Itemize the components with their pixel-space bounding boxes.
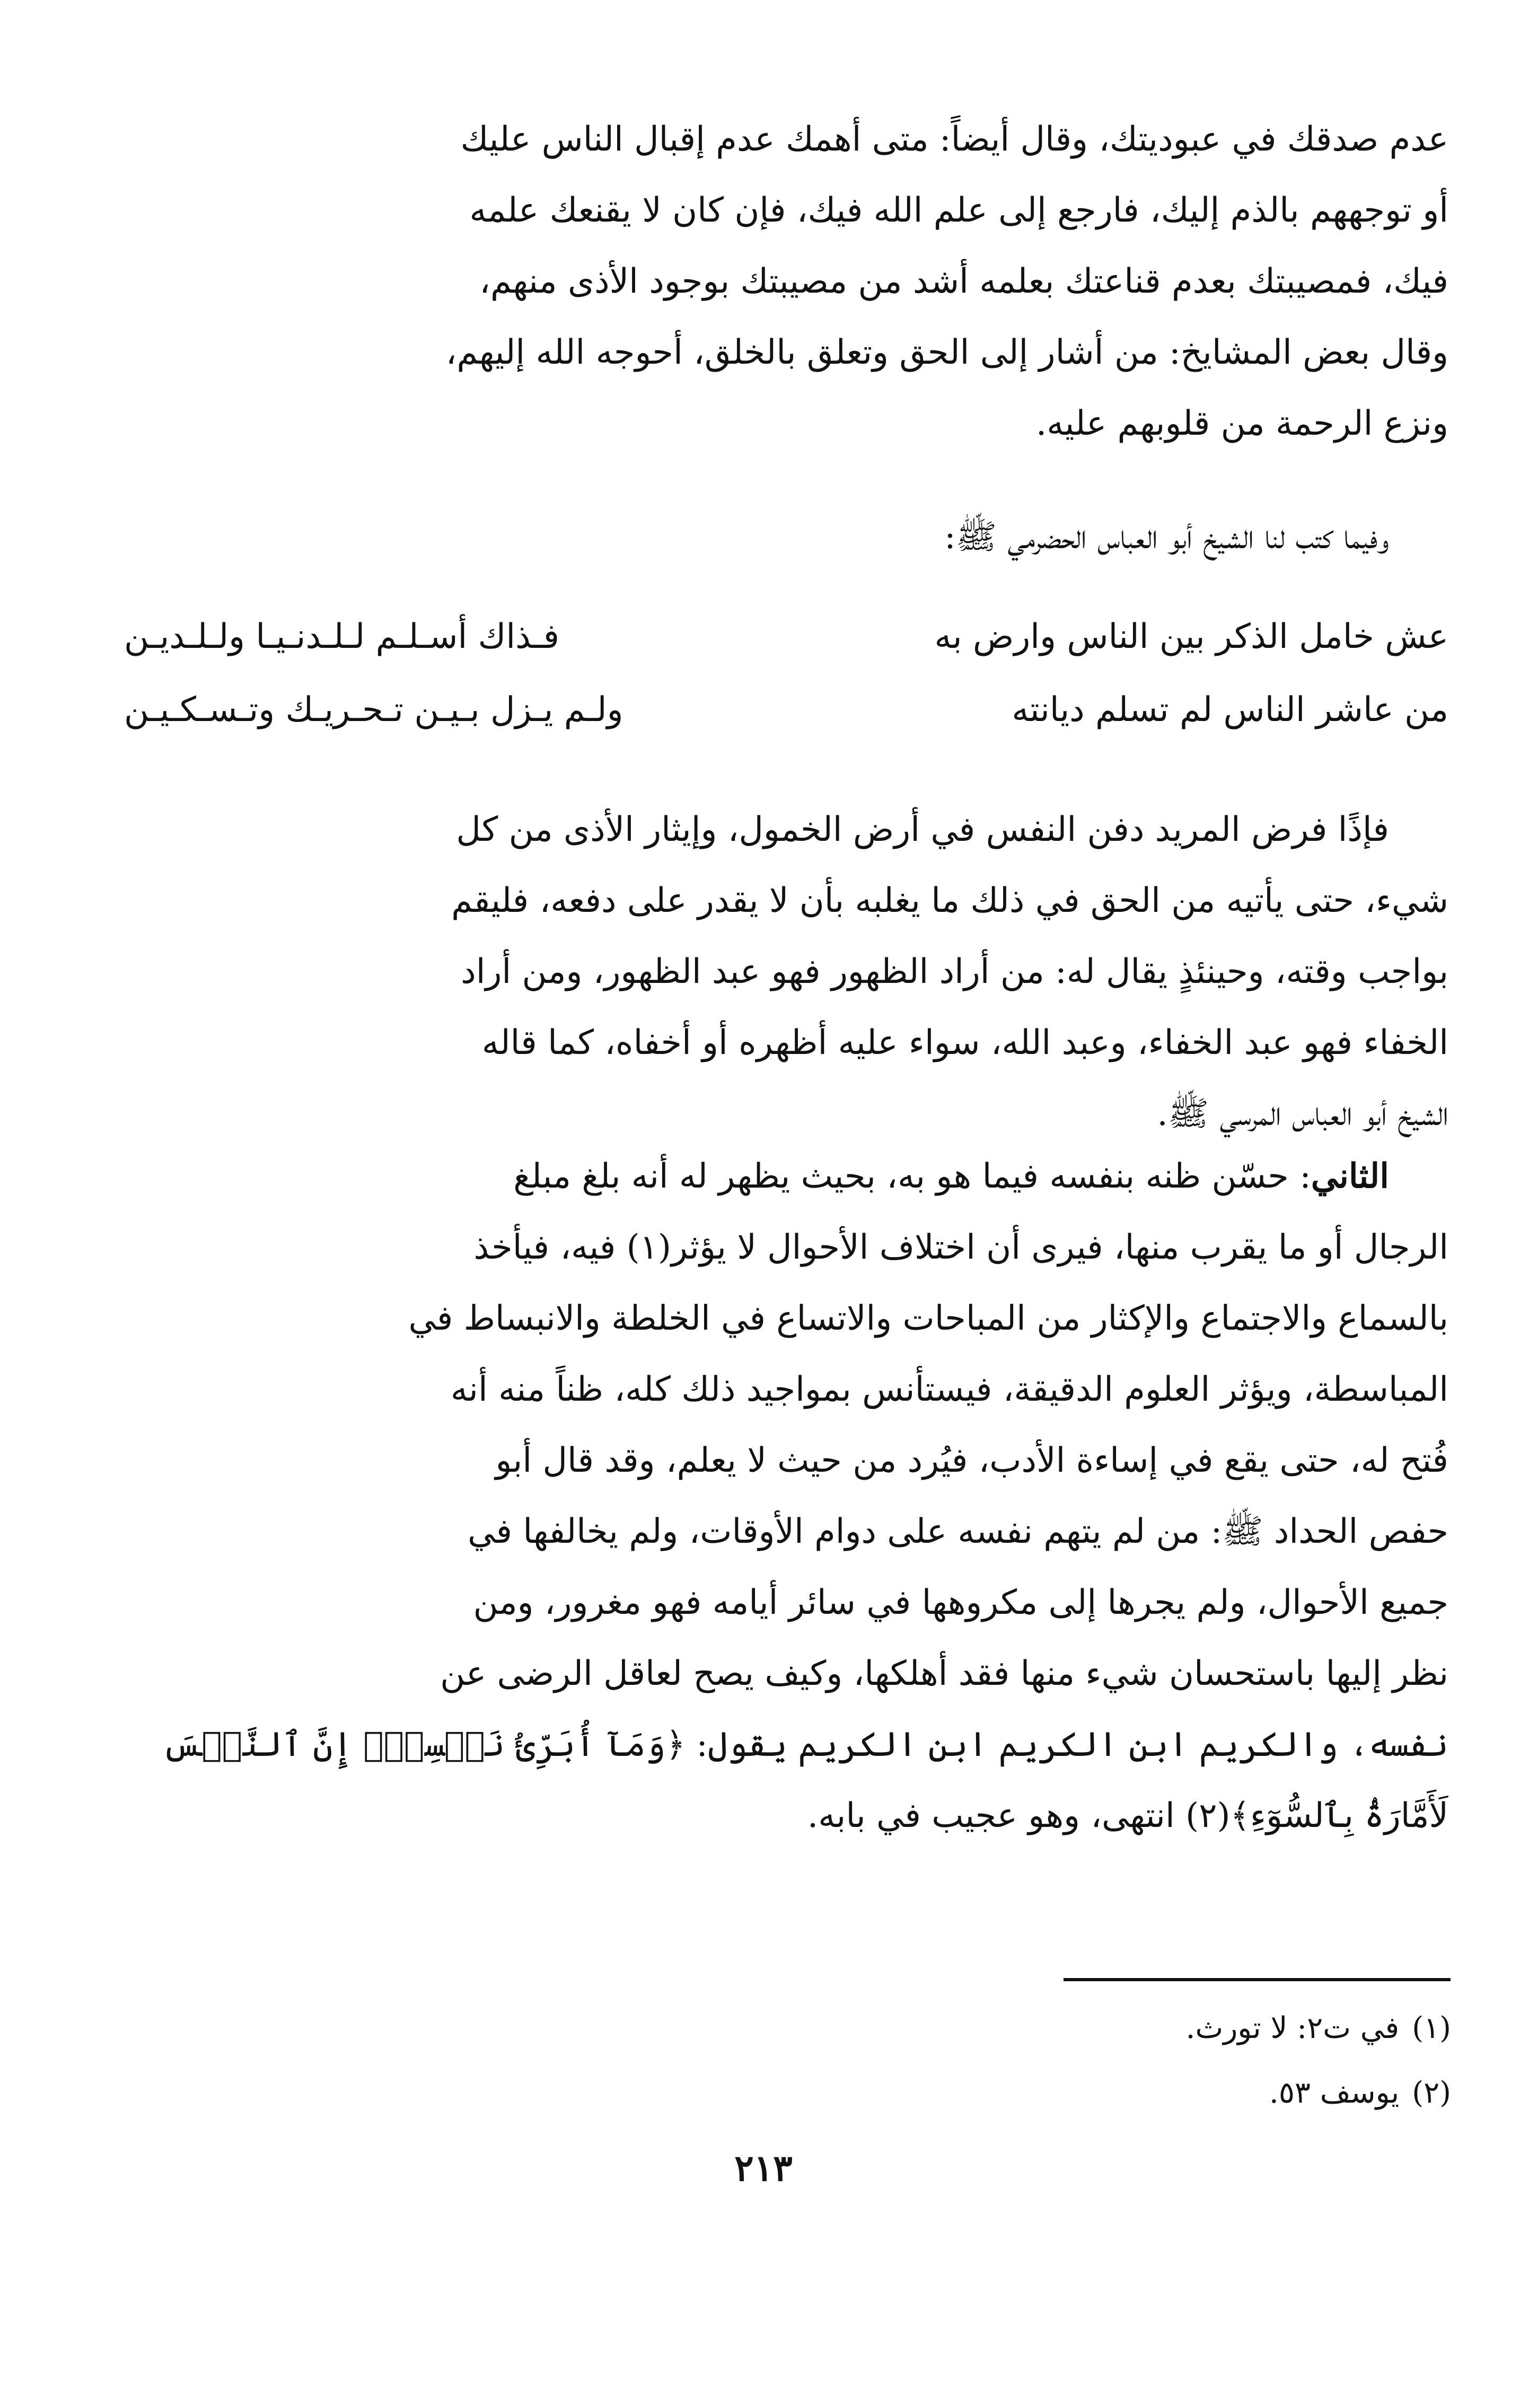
text-line (124, 1141, 1448, 1212)
verse-second-hemistich: فـذاك أسـلـم لـلـدنـيـا ولـلـديـن (124, 617, 560, 656)
text-fragment: : حسّن ظنه بنفسه فيما هو به، بحيث يظهر له أنه بلغ مبلغ (513, 1157, 1311, 1196)
text-line: وفيما كتب لنا الشيخ أبو العباس الحضرمي ﷺ: (944, 517, 1389, 557)
footnote-1 (127, 2002, 1451, 2055)
footnote-text: يوسف ٥٣. (1269, 2076, 1400, 2110)
text-line: الرجال أو ما يقرب منها، فيرى أن اختلاف الأحوال لا يؤثر(١) فيه، فيأخذ (473, 1228, 1448, 1267)
footnote-number: (٢) (1412, 2076, 1451, 2110)
footnote-2 (127, 2067, 1451, 2120)
text-line: حفص الحداد ﷺ: من لم يتهم نفسه على دوام الأوقات، ولم يخالفها في (468, 1512, 1448, 1551)
text-line: نفسه، والكريم ابن الكريم ابن الكريم يقول: ﴿وَمَآ أُبَرِّئُ نَفۡسِيٓۚ إِنَّ ٱلنَّفۡسَ (162, 1725, 1448, 1764)
text-line: فيك، فمصيبتك بعدم قناعتك بعلمه أشد من مصيبتك بوجود الأذى منهم، (479, 262, 1448, 301)
text-line: بواجب وقته، وحينئذٍ يقال له: من أراد الظهور فهو عبد الظهور، ومن أراد (461, 952, 1448, 991)
text-line: جميع الأحوال، ولم يجرها إلى مكروهها في سائر أيامه فهو مغرور، ومن (473, 1583, 1448, 1622)
text-line: الشيخ أبو العباس المرسي ﷺ. (1157, 1094, 1448, 1133)
footnote-separator (1064, 1978, 1451, 1981)
text-line: الخفاء فهو عبد الخفاء، وعبد الله، سواء عليه أظهره أو أخفاه، كما قاله (481, 1023, 1448, 1062)
text-line: عدم صدقك في عبوديتك، وقال أيضاً: متى أهمك عدم إقبال الناس عليك (460, 120, 1448, 159)
verse-first-hemistich: عش خامل الذكر بين الناس وارض به (934, 617, 1448, 656)
footnote-text: في ت٢: لا تورث. (1185, 2011, 1400, 2045)
paragraph-khumul (124, 794, 1448, 1149)
footnote-number: (١) (1412, 2011, 1451, 2045)
poem-verse-2 (124, 674, 1448, 745)
text-line: وقال بعض المشايخ: من أشار إلى الحق وتعلق بالخلق، أحوجه الله إليهم، (445, 333, 1448, 372)
verse-second-hemistich: ولـم يـزل بـيـن تـحـريـك وتـسـكـيـن (124, 690, 623, 730)
verse-first-hemistich: من عاشر الناس لم تسلم ديانته (1012, 690, 1448, 730)
section-keyword: الثاني (1311, 1156, 1389, 1196)
text-line: لَأَمَّارَةُۢ بِٱلسُّوٓءِ﴾(٢) انتهى، وهو عجيب في بابه. (807, 1796, 1448, 1835)
text-line: فُتح له، حتى يقع في إساءة الأدب، فيُرد من حيث لا يعلم، وقد قال أبو (495, 1441, 1448, 1480)
text-line: المباسطة، ويؤثر العلوم الدقيقة، فيستأنس بمواجيد ذلك كله، ظناً منه أنه (450, 1370, 1448, 1409)
poem-introduction (124, 502, 1448, 573)
page-number: ٢١٣ (734, 2147, 793, 2190)
paragraph-second-point (124, 1141, 1448, 1851)
text-line: نظر إليها باستحسان شيء منها فقد أهلكها، وكيف يصح لعاقل الرضى عن (440, 1654, 1448, 1693)
text-line: ونزع الرحمة من قلوبهم عليه. (1035, 404, 1448, 443)
text-line: بالسماع والاجتماع والإكثار من المباحات والاتساع في الخلطة والانبساط في (408, 1299, 1448, 1338)
poem-verse-1 (124, 601, 1448, 672)
paragraph-continuation (124, 104, 1448, 459)
text-line: أو توجههم بالذم إليك، فارجع إلى علم الله فيك، فإن كان لا يقنعك علمه (469, 191, 1448, 230)
text-line: شيء، حتى يأتيه من الحق في ذلك ما يغلبه بأن لا يقدر على دفعه، فليقم (451, 881, 1448, 920)
text-line: فإذًا فرض المريد دفن النفس في أرض الخمول، وإيثار الأذى من كل (456, 810, 1389, 849)
